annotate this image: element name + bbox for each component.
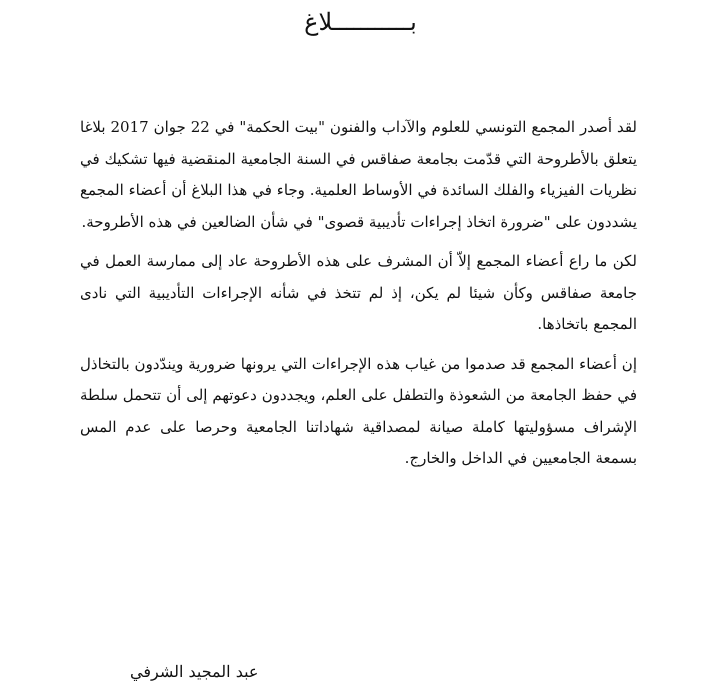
paragraph-2: لكن ما راع أعضاء المجمع إلاّ أن المشرف على هذه الأطروحة عاد إلى ممارسة العمل في جامعة صفاقس وكأن شيئا لم يكن، إذ لم تتخذ في شأنه الإجراءات التأديبية التي نادى المجمع باتخاذها.	[80, 252, 637, 333]
signature: عبد المجيد الشرفي	[130, 662, 259, 681]
document-title: بـــــــــــلاغ	[304, 8, 417, 36]
paragraph-3: إن أعضاء المجمع قد صدموا من غياب هذه الإجراءات التي يرونها ضرورية ويندّدون بالتخاذل في حفظ الجامعة من الشعوذة والتطفل على العلم، ويجددون دعوتهم إلى أن تتحمل سلطة الإشراف مسؤوليتها كاملة صيانة لمصداقية شهاداتنا الجامعية وحرصا على عدم المس بسمعة الجامعيين في الداخل والخارج.	[80, 354, 637, 467]
document-body	[80, 112, 637, 483]
paragraph-1: لقد أصدر المجمع التونسي للعلوم والآداب والفنون "بيت الحكمة" في 22 جوان 2017 بلاغا يتعلق بالأطروحة التي قدّمت بجامعة صفاقس في السنة الجامعية المنقضية فيها تشكيك في نظريات الفيزياء والفلك السائدة في الأوساط العلمية. وجاء في هذا البلاغ أن أعضاء المجمع يشددون على "ضرورة اتخاذ إجراءات تأديبية قصوى" في شأن الضالعين في هذه الأطروحة.	[80, 118, 637, 231]
